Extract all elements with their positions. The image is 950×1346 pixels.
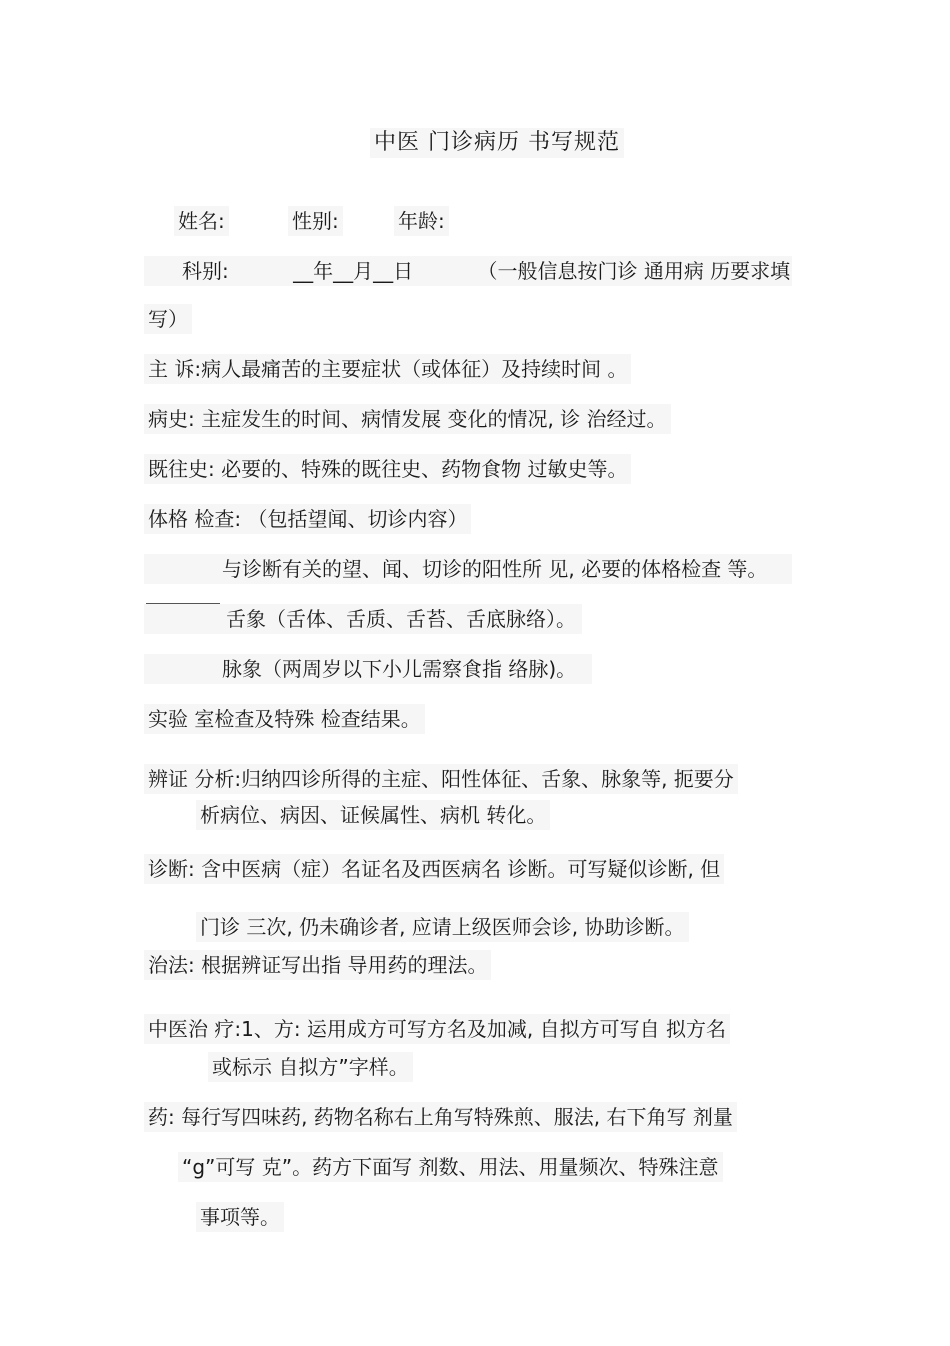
exam-item-2-row (144, 604, 582, 634)
medicine: 药: 每行写四味药, 药物名称右上角写特殊煎、服法, 右下角写 剂量 (144, 1102, 737, 1132)
exam-item-1: 与诊断有关的望、闻、切诊的阳性所 见, 必要的体格检查 等。 (222, 557, 768, 581)
gender-label: 性别: (288, 206, 343, 236)
page-title: 中医 门诊病历 书写规范 (370, 128, 624, 158)
chief-complaint: 主 诉:病人最痛苦的主要症状（或体征）及持续时间 。 (144, 354, 631, 384)
exam-item-1-row (144, 554, 792, 584)
visit-date: __年__月__日 (293, 259, 414, 283)
general-info-note-cont: 写） (144, 304, 192, 334)
name-label: 姓名: (174, 206, 229, 236)
tongue-exam: 舌象（舌体、舌质、舌苔、舌底脉络）。 (226, 607, 576, 631)
present-history: 病史: 主症发生的时间、病情发展 变化的情况, 诊 治经过。 (144, 404, 671, 434)
physical-exam: 体格 检查: （包括望闻、切诊内容） (144, 504, 471, 534)
pulse-exam: 脉象（两周岁以下小儿需察食指 络脉)。 (222, 657, 577, 681)
age-label: 年龄: (394, 206, 449, 236)
exam-item-3-row (144, 654, 592, 684)
dept-label: 科别: (182, 259, 229, 283)
dept-line (144, 256, 792, 286)
past-history: 既往史: 必要的、特殊的既往史、药物食物 过敏史等。 (144, 454, 631, 484)
treatment-method: 治法: 根据辨证写出指 导用药的理法。 (144, 950, 491, 980)
tcm-treatment: 中医治 疗:1、方: 运用成方可写方名及加减, 自拟方可写自 拟方名 (144, 1014, 730, 1044)
syndrome-analysis: 辨证 分析:归纳四诊所得的主症、阳性体征、舌象、脉象等, 扼要分 (144, 764, 738, 794)
general-info-note: （一般信息按门诊 通用病 历要求填 (477, 259, 791, 283)
medicine-cont: “g”可写 克”。药方下面写 剂数、用法、用量频次、特殊注意 (178, 1152, 723, 1182)
syndrome-analysis-cont: 析病位、病因、证候属性、病机 转化。 (196, 800, 550, 830)
tcm-treatment-cont: 或标示 自拟方”字样。 (208, 1052, 413, 1082)
diagnosis: 诊断: 含中医病（症）名证名及西医病名 诊断。可写疑似诊断, 但 (144, 854, 724, 884)
lab-exam: 实验 室检查及特殊 检查结果。 (144, 704, 425, 734)
medicine-cont2: 事项等。 (196, 1202, 284, 1232)
diagnosis-cont: 门诊 三次, 仍未确诊者, 应请上级医师会诊, 协助诊断。 (196, 912, 689, 942)
